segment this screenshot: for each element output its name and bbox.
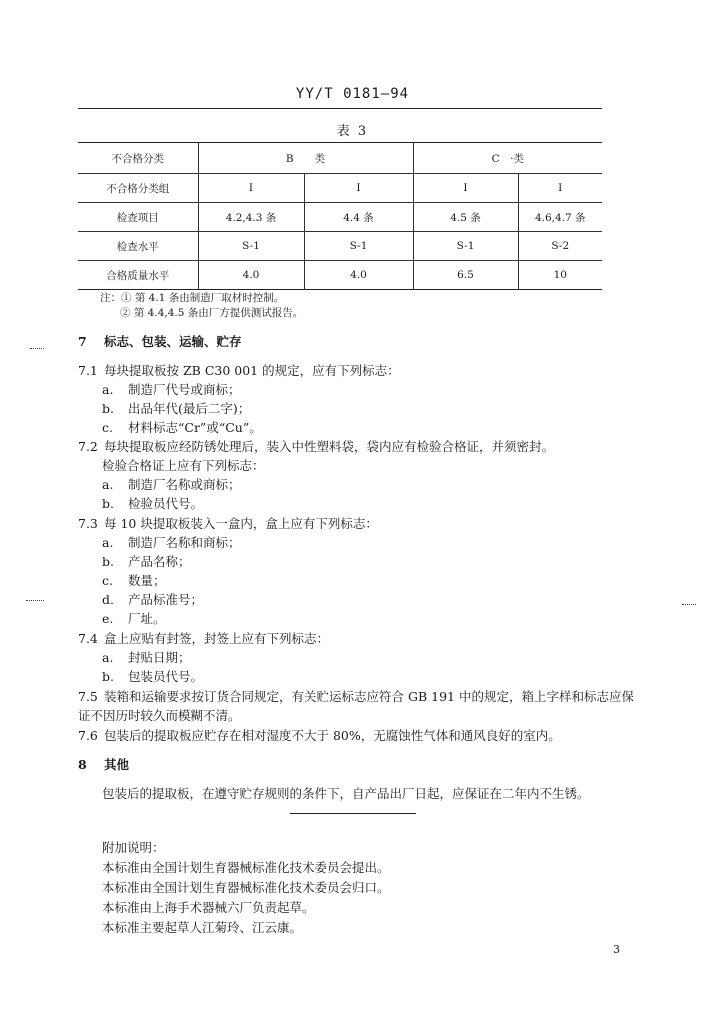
section-title-text: 标志、包装、运输、贮存 [104, 334, 242, 349]
table-3 [78, 142, 602, 290]
table-cell: I [518, 174, 602, 203]
table-row [78, 261, 602, 290]
row-label: 检查水平 [78, 232, 198, 261]
table-row [78, 203, 602, 232]
section-number: 7 [78, 334, 87, 349]
class-b-header: B 类 [198, 143, 413, 174]
list-item: b. 检验员代号。 [102, 496, 204, 511]
clause-7-1 [78, 361, 400, 379]
list-item: c. 数量； [102, 573, 166, 588]
row-label: 检查项目 [78, 203, 198, 232]
margin-mark [682, 604, 696, 605]
table-caption: 表 3 [336, 124, 369, 139]
table-cell: I [413, 174, 518, 203]
clause-7-4 [78, 629, 329, 647]
table-note-2: ② 第 4.4,4.5 条由厂方提供测试报告。 [120, 307, 304, 319]
table-cell: S-2 [518, 232, 602, 261]
table-cell: 6.5 [413, 261, 518, 290]
appendix-title: 附加说明： [102, 840, 165, 855]
list-item: c. 材料标志“Cr”或“Cu”。 [102, 420, 262, 435]
clause-text: 每块提取板按 ZB C30 001 的规定，应有下列标志： [104, 363, 400, 378]
row-label: 不合格分类组 [78, 174, 198, 203]
row-label: 不合格分类 [78, 143, 198, 174]
row-label: 合格质量水平 [78, 261, 198, 290]
list-item: d. 产品标准号； [102, 592, 204, 607]
table-note-1: 注：① 第 4.1 条由制造厂取材时控制。 [100, 292, 285, 304]
list-item: b. 出品年代(最后二字)； [102, 401, 251, 416]
clause-number: 7.6 [78, 728, 98, 743]
clause-text: 包装后的提取板应贮存在相对湿度不大于 80%，无腐蚀性气体和通风良好的室内。 [104, 728, 561, 743]
standard-code: YY/T 0181—94 [295, 86, 410, 102]
clause-number: 7.4 [78, 631, 98, 646]
clause-text: 盒上应贴有封签，封签上应有下列标志： [104, 631, 330, 646]
table-row [78, 232, 602, 261]
table-cell: I [198, 174, 304, 203]
clause-7-6 [78, 726, 561, 744]
list-item: a. 制造厂名称或商标； [102, 477, 241, 492]
clause-number: 7.2 [78, 439, 98, 454]
section-7-title [78, 332, 242, 350]
clause-subtext: 检验合格证上应有下列标志： [102, 458, 265, 473]
list-item: e. 厂址。 [102, 611, 166, 626]
clause-number: 7.1 [78, 363, 98, 378]
section-8-text: 包装后的提取板，在遵守贮存规则的条件下，自产品出厂日起，应保证在二年内不生锈。 [102, 786, 590, 801]
table-row [78, 174, 602, 203]
table-cell: 4.4 条 [304, 203, 413, 232]
appendix-line: 本标准由上海手术器械六厂负责起草。 [102, 900, 315, 915]
table-row [78, 143, 602, 174]
list-item: a. 制造厂名称和商标； [102, 535, 241, 550]
class-c-header: C ·类 [413, 143, 602, 174]
appendix-line: 本标准由全国计划生育器械标准化技术委员会归口。 [102, 880, 390, 895]
table-cell: 4.0 [304, 261, 413, 290]
margin-mark [26, 600, 44, 601]
clause-text: 装箱和运输要求按订货合同规定，有关贮运标志应符合 GB 191 中的规定，箱上字样和标志应保 [104, 689, 634, 704]
appendix-line: 本标准由全国计划生育器械标准化技术委员会提出。 [102, 860, 390, 875]
table-cell: 4.6,4.7 条 [518, 203, 602, 232]
clause-number: 7.5 [78, 689, 98, 704]
clause-7-3 [78, 514, 378, 532]
header-rule [78, 108, 602, 109]
table-cell: 4.0 [198, 261, 304, 290]
table-cell: 4.5 条 [413, 203, 518, 232]
table-cell: S-1 [413, 232, 518, 261]
table-cell: I [304, 174, 413, 203]
table-cell: S-1 [198, 232, 304, 261]
margin-mark [30, 348, 44, 349]
appendix-line: 本标准主要起草人江菊玲、江云康。 [102, 920, 303, 935]
list-item: a. 封贴日期； [102, 650, 191, 665]
table-cell: S-1 [304, 232, 413, 261]
clause-continuation: 证不因历时较久而模糊不清。 [78, 708, 241, 723]
clause-number: 7.3 [78, 516, 98, 531]
table-cell: 4.2,4.3 条 [198, 203, 304, 232]
list-item: b. 产品名称； [102, 554, 191, 569]
clause-text: 每 10 块提取板装入一盒内，盒上应有下列标志： [104, 516, 378, 531]
clause-7-2 [78, 437, 554, 455]
table-cell: 10 [518, 261, 602, 290]
section-number: 8 [78, 757, 87, 772]
list-item: a. 制造厂代号或商标； [102, 382, 241, 397]
list-item: b. 包装员代号。 [102, 669, 204, 684]
clause-text: 每块提取板应经防锈处理后，装入中性塑料袋，袋内应有检验合格证，并须密封。 [104, 439, 555, 454]
section-title-text: 其他 [104, 757, 130, 772]
closing-rule [290, 813, 416, 814]
clause-7-5 [78, 687, 634, 705]
section-8-title [78, 755, 129, 773]
page-number: 3 [613, 943, 620, 956]
